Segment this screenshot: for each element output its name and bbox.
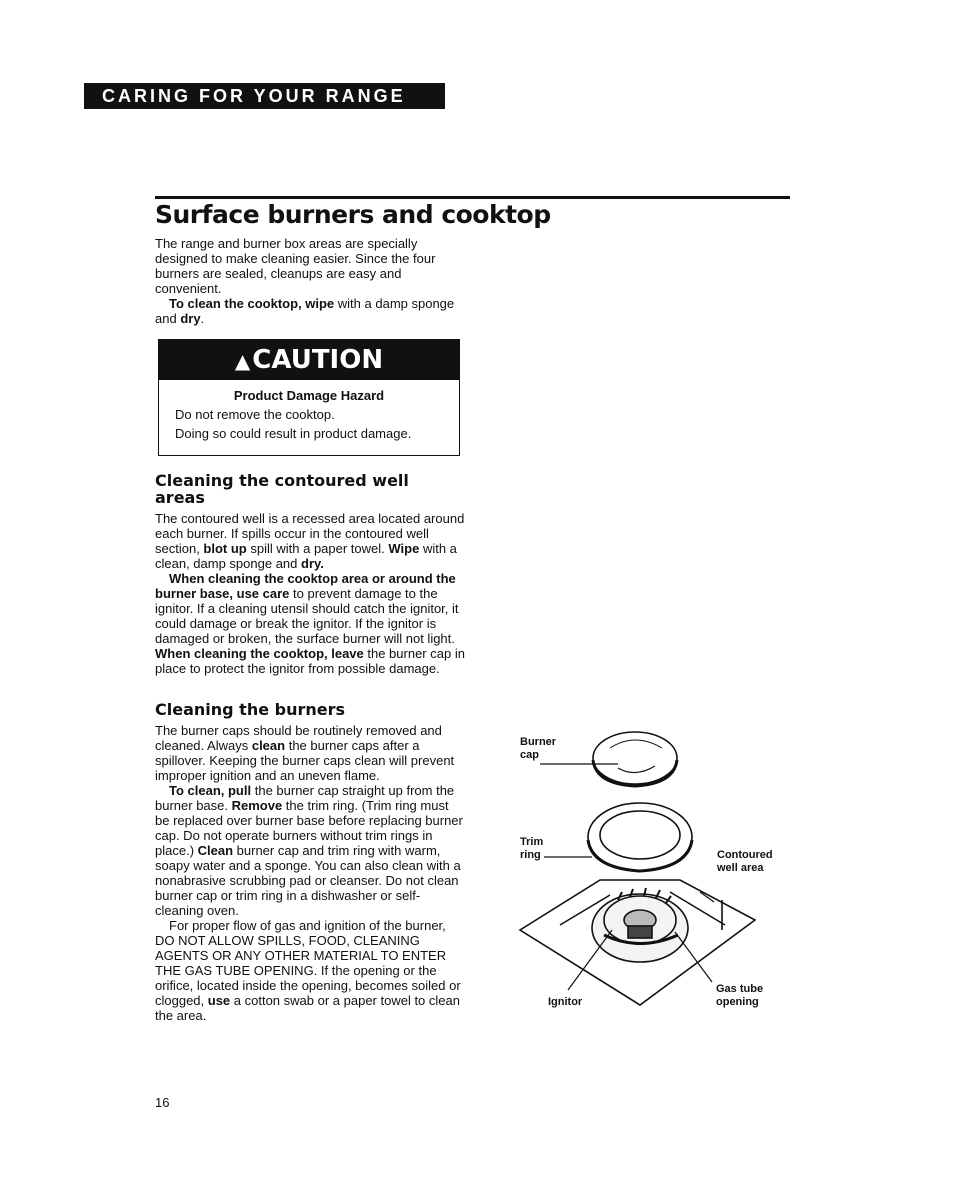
- burner-cap-drawing: [593, 732, 677, 786]
- ignitor-label: Ignitor: [548, 996, 583, 1008]
- burners-text: The burner caps should be routinely removed and cleaned. Always clean the burner caps after a spillover. Keeping the burner caps clean will prevent improper ignition and an uneven flame. To clean, pull the burner cap straight up from the burner base. Remove the trim ring. (Trim ring must be replaced over burner base before replacing burner cap. Do not operate burners without trim rings in place.) Clean burner cap and trim ring with warm, soapy water and a sponge. You can also clean with a nonabrasive scrubbing pad or cleanser. Do not clean burner cap or trim ring in a dishwasher or self-cleaning oven. For proper flow of gas and ignition of the burner, DO NOT ALLOW SPILLS, FOOD, CLEANING AGENTS OR ANY OTHER MATERIAL TO ENTER THE GAS TUBE OPENING. If the opening or the orifice, located inside the opening, becomes soiled or clogged, use a cotton swab or a paper towel to clean the area.: [155, 723, 463, 1023]
- gas-tube-label: Gas tube opening: [716, 983, 764, 1008]
- intro-instruction: To clean the cooktop, wipe with a damp sponge and dry.: [155, 296, 455, 326]
- intro-text: [155, 236, 465, 326]
- burners-heading: Cleaning the burners: [155, 700, 346, 719]
- warning-triangle-icon: ▲: [234, 349, 251, 373]
- title-rule: [155, 196, 790, 199]
- intro-paragraph: The range and burner box areas are specially designed to make cleaning easier. Since the four burners are sealed, cleanups are easy and convenient.: [155, 236, 436, 296]
- caution-box: [158, 339, 460, 456]
- page-title: Surface burners and cooktop: [155, 200, 551, 229]
- contoured-well-label: Contoured well area: [717, 849, 773, 874]
- burner-base-drawing: [592, 888, 688, 962]
- caution-line: Doing so could result in product damage.: [175, 426, 412, 441]
- caution-subtitle: Product Damage Hazard: [233, 388, 385, 403]
- trim-ring-label: Trim ring: [520, 836, 544, 861]
- caution-line: Do not remove the cooktop.: [175, 407, 335, 422]
- caution-heading: ▲CAUTION: [159, 340, 459, 380]
- burner-cap-label: Burner cap: [520, 736, 557, 761]
- section-banner: CARING FOR YOUR RANGE: [84, 83, 445, 109]
- page-number: 16: [155, 1095, 170, 1110]
- trim-ring-drawing: [588, 803, 692, 871]
- contoured-heading: Cleaning the contoured well areas: [155, 471, 409, 507]
- contoured-text: The contoured well is a recessed area located around each burner. If spills occur in the contoured well section, blot up spill with a paper towel. Wipe with a clean, damp sponge and dry. When cleaning the cooktop area or around the burner base, use care to prevent damage to the ignitor. If a cleaning utensil should catch the ignitor, it could damage or break the ignitor. If the ignitor is damaged or broken, the surface burner will not light. When cleaning the cooktop, leave the burner cap in place to protect the ignitor from possible damage.: [155, 511, 465, 676]
